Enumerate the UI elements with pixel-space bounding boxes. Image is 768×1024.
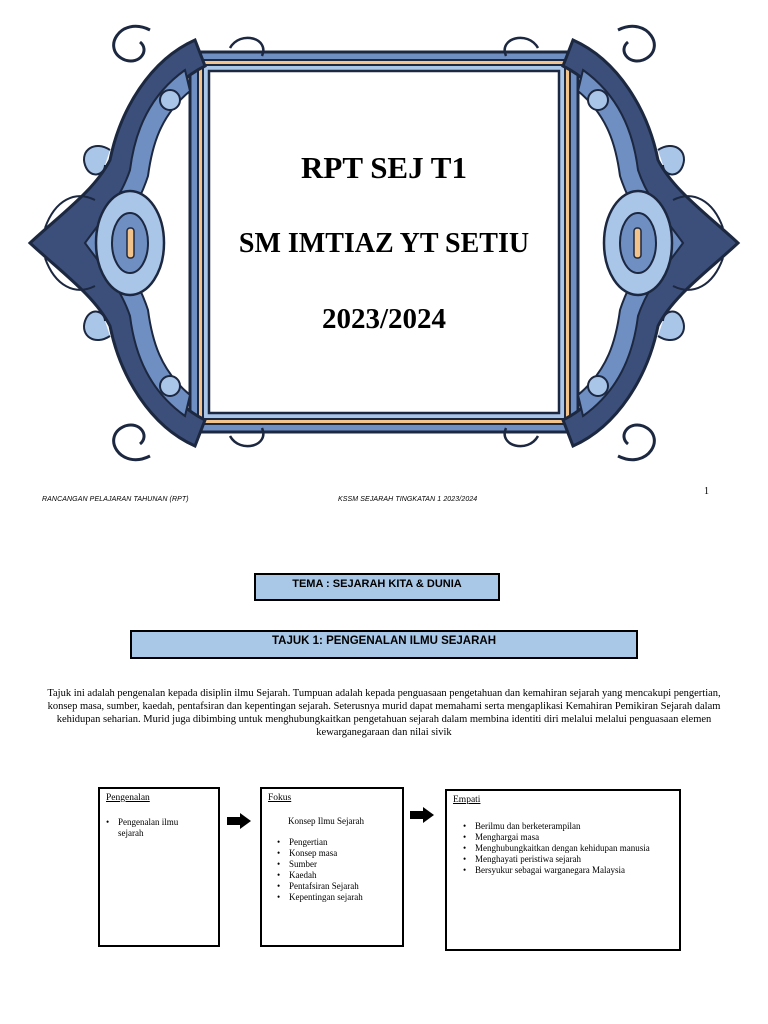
list-item: • Pengenalan ilmu sejarah xyxy=(118,817,186,839)
fokus-list xyxy=(262,837,402,903)
pengenalan-list xyxy=(100,817,218,839)
cover-title: RPT SEJ T1 xyxy=(301,150,467,185)
list-item: • Kepentingan sejarah xyxy=(289,892,402,903)
list-item: • Pentafsiran Sejarah xyxy=(289,881,402,892)
empati-list xyxy=(447,821,679,876)
cover-school-name: SM IMTIAZ YT SETIU xyxy=(238,228,530,259)
list-item: • Pengertian xyxy=(289,837,402,848)
pengenalan-box xyxy=(98,787,220,947)
intro-paragraph: Tajuk ini adalah pengenalan kepada disiplin ilmu Sejarah. Tumpuan adalah kepada penguasaan pengetahuan dan kemahiran sejarah yang mencakupi pengertian, konsep masa, sumber, kaedah, pentafsiran dan kepentingan sejarah. Seterusnya murid dapat memahami serta mengaplikasi Kemahiran Pemikiran Sejarah dalam kehidupan seharian. Murid juga dibimbing untuk menghubungkaitkan pengetahuan sejarah dalam membina identiti diri melalui melalui penguasaan elemen kewarganegaraan dan nilai sivik xyxy=(47,688,721,738)
list-item: • Menghargai masa xyxy=(475,832,675,843)
tajuk-banner: TAJUK 1: PENGENALAN ILMU SEJARAH xyxy=(130,630,638,659)
fokus-title: Fokus xyxy=(268,793,292,803)
fokus-box xyxy=(260,787,404,947)
list-item: • Bersyukur sebagai warganegara Malaysia xyxy=(475,865,675,876)
empati-box xyxy=(445,789,681,951)
pengenalan-title: Pengenalan xyxy=(106,793,150,803)
empati-title: Empati xyxy=(453,795,481,805)
tema-banner: TEMA : SEJARAH KITA & DUNIA xyxy=(254,573,500,601)
header-center-text: KSSM SEJARAH TINGKATAN 1 2023/2024 xyxy=(338,496,478,503)
list-item: • Kaedah xyxy=(289,870,402,881)
page-number: 1 xyxy=(704,486,709,497)
fokus-subtitle: Konsep Ilmu Sejarah xyxy=(288,816,364,826)
list-item: • Konsep masa xyxy=(289,848,402,859)
arrow-right-icon xyxy=(410,807,434,823)
list-item: • Berilmu dan berketerampilan xyxy=(475,821,675,832)
list-item: • Sumber xyxy=(289,859,402,870)
arrow-right-icon xyxy=(227,813,251,829)
list-item: • Menghubungkaitkan dengan kehidupan manusia xyxy=(475,843,675,854)
cover-year: 2023/2024 xyxy=(321,303,447,335)
header-left-text: RANCANGAN PELAJARAN TAHUNAN (RPT) xyxy=(42,496,189,503)
list-item: • Menghayati peristiwa sejarah xyxy=(475,854,675,865)
